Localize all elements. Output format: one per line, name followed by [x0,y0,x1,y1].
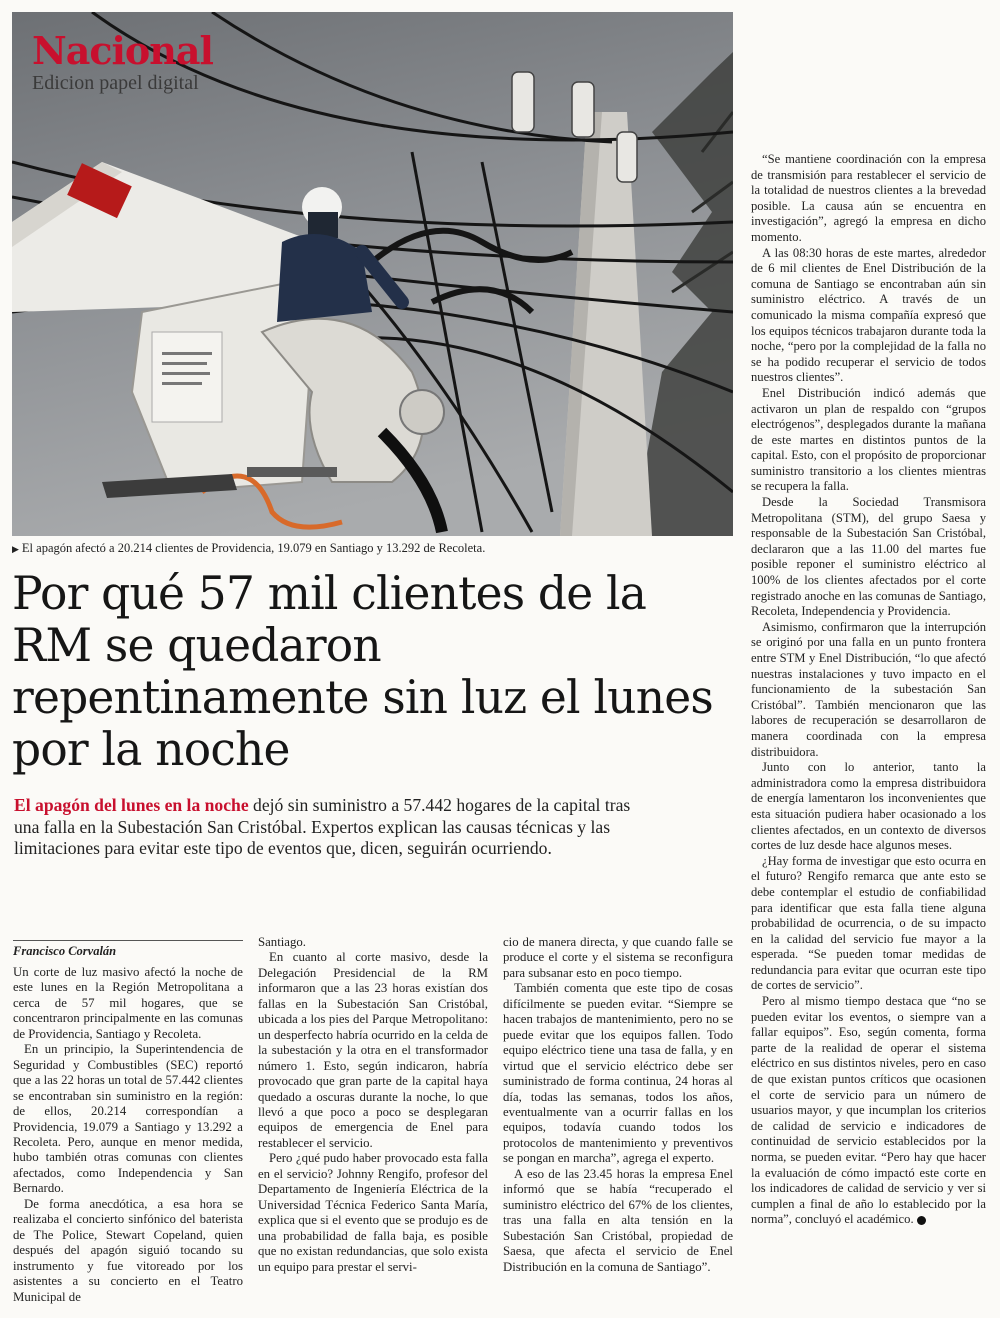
body-column-1 [13,965,243,1305]
article-headline: Por qué 57 mil clientes de la RM se quedaron repentinamente sin luz el lunes por la noche [12,567,713,776]
last-paragraph [751,994,986,1228]
paragraph: Desde la Sociedad Transmisora Metropolitana (STM), del grupo Saesa y responsable de la Subestación San Cristóbal, declararon que a las 11.00 del martes fue posible reponer el suministro eléctrico al 100% de los clientes afectados por el corte registrado anoche en las comunas de Santiago, Recoleta, Independencia y Providencia. [751,495,986,619]
paragraph: A las 08:30 horas de este martes, alrededor de 6 mil clientes de Enel Distribución de la comuna de Santiago se encontraban aún sin suministro eléctrico. A través de un comunicado la misma compañía expresó que los equipos técnicos trabajaron durante toda la noche, “pero por la complejidad de la falla no se ha podido recuperar el servicio de todos nuestros clientes”. [751,245,986,385]
paragraph: En cuanto al corte masivo, desde la Delegación Presidencial de la RM informaron que a las 23 horas existían dos fallas en la Subestación San Cristóbal, ubicada a los pies del Parque Metropolitano: un desperfecto habría ocurrido en la celda de la subestación y la otra en el transformador número 1. Esto, según indicaron, habría provocado que gran parte de la capital haya quedado a oscuras durante la noche, lo que llevó a que poco a poco se desplegaran equipos de emergencia de Enel para restablecer el servicio. [258,950,488,1150]
lede-highlight: El apagón del lunes en la noche [14,795,249,815]
paragraph: cio de manera directa, y que cuando falle se produce el corte y el sistema se reconfigura para subsanar esto en poco tiempo. [503,935,733,980]
caption-text: El apagón afectó a 20.214 clientes de Providencia, 19.079 en Santiago y 13.292 de Recoleta. [21,541,486,555]
paragraph: Santiago. [258,935,306,949]
body-column-2 [258,935,488,1275]
byline: Francisco Corvalán [13,944,117,958]
paragraph: “Se mantiene coordinación con la empresa de transmisión para restablecer el servicio de la totalidad de nuestros clientes a la brevedad posible. La causa aún se encuentra en investigación”, agregó la empresa en dicho momento. [751,152,986,244]
paragraph: De forma anecdótica, a esa hora se realizaba el concierto sinfónico del baterista de The Police, Stewart Copeland, quien después del apagón siguió tocando su instrumento y fue vitoreado por los asistentes a su concierto en el Teatro Municipal de [13,1196,243,1304]
paragraph: En un principio, la Superintendencia de Seguridad y Combustibles (SEC) reportó que a las 22 horas un total de 57.442 clientes se encontraban sin suministro en la región: de ellos, 20.214 correspondían a Providencia, 19.079 a Santiago y 13.292 a Recoleta. Pero, aunque en menor medida, hubo también otras comunas con clientes afectados, como Independencia y San Bernardo. [13,1042,243,1196]
article-lede [14,795,654,860]
paragraph: Junto con lo anterior, tanto la administradora como la empresa distribuidora de energía lamentaron los inconvenientes que esta situación pudiera haber ocasionado a los clientes afectados, en un contexto de diversos cortes de luz desde hace algunos meses. [751,760,986,853]
paragraph: Un corte de luz masivo afectó la noche de este lunes en la Región Metropolitana a cerca de 57 mil hogares, que se concentraron principalmente en las comunas de Providencia, Santiago y Recoleta. [13,965,243,1041]
caption-arrow-icon: ▶ [12,544,19,554]
lede-text: dejó sin suministro a 57.442 hogares de la capital tras una falla en la Subestación San Cristóbal. Expertos explican las causas técnicas y las limitaciones para evitar este tipo de eventos que, dicen, seguirán ocurriendo. [14,795,631,858]
paragraph-text: Pero al mismo tiempo destaca que “no se pueden evitar los eventos, o siempre van a fallar equipos”. Eso, según comenta, forma parte de la realidad de operar el sistema eléctrico en sus distintos niveles, pero en caso de que existan puntos críticos que ocasionen el corte de servicio para un número de usuarios mayor, y que incumplan los criterios de calidad de servicio e indicadores de continuidad de servicio establecidos por la norma, se pueden evitar. “Pero hay que hacer la evaluación de cómo impactó este corte en los indicadores de calidad de servicio y ver si cumplen a final de año lo establecido por la norma”, concluyó el académico. [751,994,986,1227]
body-column-3 [503,935,733,1275]
byline-divider [13,940,243,941]
paragraph: ¿Hay forma de investigar que esto ocurra en el futuro? Rengifo remarca que ante esto se debe contemplar el estudio de confiabilidad para identificar que esta falla tiene alguna probabilidad de ocurrencia, o de su impacto en la calidad del servicio fue mayor a la esperada. “Se pueden tomar medidas de redundancia para evitar que ocurran este tipo de cortes de servicio”. [751,853,986,993]
paragraph: Enel Distribución indicó además que activaron un plan de respaldo con “grupos electrógenos”, desplegados durante la mañana de este martes en distintos puntos de la capital. Esto, con el propósito de proporcionar suministro transitorio a los clientes mientras se recupera la falla. [751,385,986,494]
article-photo [12,12,733,536]
section-kicker [32,28,213,95]
edition-label: Edicion papel digital [32,72,199,94]
photo-caption [12,541,732,556]
paragraph: Asimismo, confirmaron que la interrupción se originó por una falla en un punto frontera entre STM y Enel Distribución, “lo que afectó nuestras instalaciones y tuvo impacto en el funcionamiento de la subestación San Cristóbal”. También mencionaron que las labores de recuperación se desarrollaron de manera coordinada con la empresa distribuidora. [751,619,986,759]
paragraph: Pero ¿qué pudo haber provocado esta falla en el servicio? Johnny Rengifo, profesor del Departamento de Ingeniería Eléctrica de la Universidad Técnica Federico Santa María, explica que si el evento que se produjo es de una probabilidad de falla baja, es posible que no existan redundancias, que solo exista un equipo para prestar el servi- [258,1151,488,1274]
body-column-4 [751,152,986,1228]
paragraph: También comenta que este tipo de cosas difícilmente se pueden evitar. “Siempre se hacen trabajos de mantenimiento, pero no se puede evitar que los equipos fallen. Todo equipo eléctrico tiene una tasa de falla, y en virtud que el servicio eléctrico debe ser suministrado de forma continua, 24 horas al día, todas las semanas, todos los años, eventualmente van a ocurrir fallas en los equipos, todavía cuando todos los protocolos de mantenimiento y preventivos se pongan en marcha”, agrega el experto. [503,981,733,1166]
paragraph: A eso de las 23.45 horas la empresa Enel informó que se había “recuperado el suministro eléctrico del 67% de los clientes, tras una falla en alta tensión en la Subestación San Cristóbal, propiedad de Saesa, que afecta el servicio de Enel Distribución en la comuna de Santiago”. [503,1166,733,1274]
section-title: Nacional [32,28,213,73]
end-of-article-icon [917,1216,926,1225]
